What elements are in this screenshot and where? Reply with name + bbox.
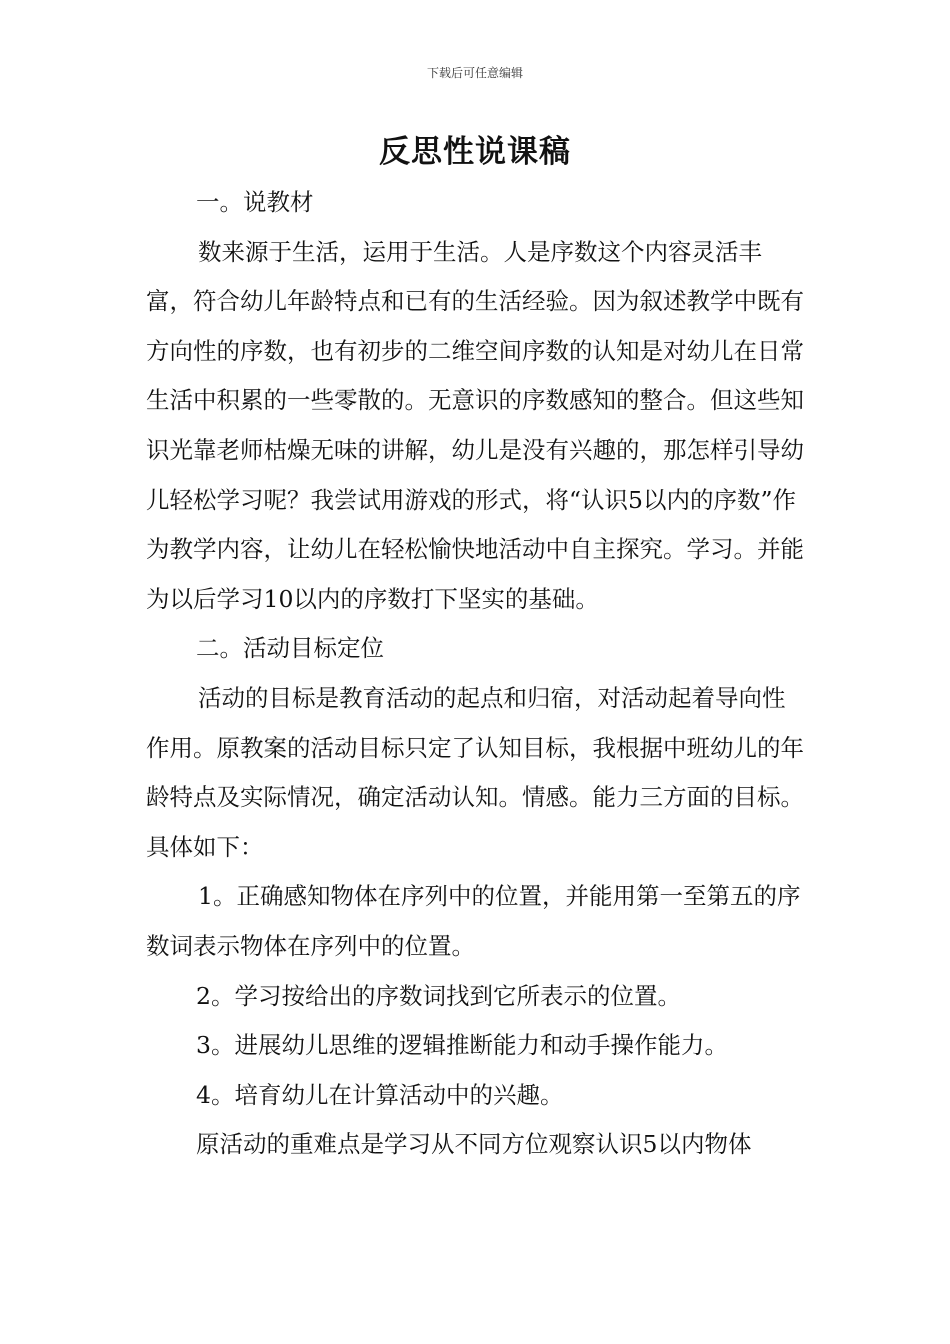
goal-item-3: 3。进展幼儿思维的逻辑推断能力和动手操作能力。 [196,1031,728,1060]
section-heading-goals: 二。活动目标定位 [196,634,384,663]
paragraph-goals: 活动的目标是教育活动的起点和归宿，对活动起着导向性作用。原教案的活动目标只定了认知目标，我根据中班幼儿的年龄特点及实际情况，确定活动认知。情感。能力三方面的目标。具体如下： [146,683,804,861]
section-heading-materials: 一。说教材 [196,188,314,216]
header-note: 下载后可任意编辑 [426,66,523,80]
goal-item-2: 2。学习按给出的序数词找到它所表示的位置。 [196,981,681,1010]
goal-item-1: 1。正确感知物体在序列中的位置，并能用第一至第五的序数词表示物体在序列中的位置。 [146,882,801,960]
document-title: 反思性说课稿 [379,134,571,170]
paragraph-key-points: 原活动的重难点是学习从不同方位观察认识5以内物体 [196,1130,752,1159]
goal-item-4: 4。培育幼儿在计算活动中的兴趣。 [196,1080,564,1109]
paragraph-materials: 数来源于生活，运用于生活。人是序数这个内容灵活丰富，符合幼儿年龄特点和已有的生活经验。因为叙述教学中既有方向性的序数，也有初步的二维空间序数的认知是对幼儿在日常生活中积累的一些零散的。无意识的序数感知的整合。但这些知识光靠老师枯燥无味的讲解，幼儿是没有兴趣的，那怎样引导幼儿轻松学习呢？我尝试用游戏的形式，将“认识5以内的序数”作为教学内容，让幼儿在轻松愉快地活动中自主探究。学习。并能为以后学习10以内的序数打下坚实的基础。 [146,237,804,613]
document-body [146,178,808,1170]
